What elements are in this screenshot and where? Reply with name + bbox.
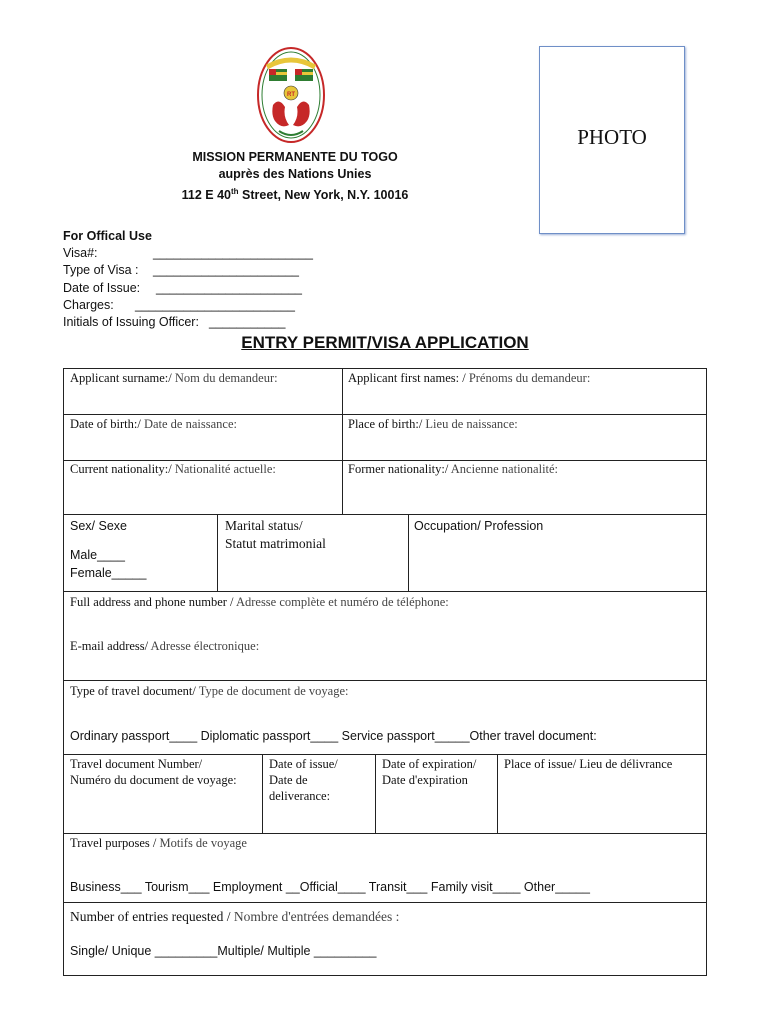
row-divider xyxy=(64,833,706,834)
official-use-block xyxy=(63,228,313,331)
charges-blank[interactable]: _______________________ xyxy=(135,297,295,312)
date-of-birth-field[interactable]: Date of birth:/ Date de naissance: xyxy=(70,417,237,431)
row-divider xyxy=(64,414,706,415)
svg-text:RT: RT xyxy=(287,92,295,98)
column-divider xyxy=(217,514,218,591)
photo-box[interactable] xyxy=(539,46,685,234)
row-divider xyxy=(64,680,706,681)
entries-options[interactable]: Single/ Unique _________Multiple/ Multiple _________ xyxy=(70,944,377,958)
date-of-expiration-label-fr: Date d'expiration xyxy=(382,773,468,787)
official-use-heading: For Offical Use xyxy=(63,229,152,243)
column-divider xyxy=(342,369,343,514)
photo-label: PHOTO xyxy=(577,125,647,149)
visa-application-form xyxy=(63,368,707,976)
official-charges-row: Charges: _______________________ xyxy=(63,297,199,314)
former-nationality-field[interactable]: Former nationality:/ Ancienne nationalité: xyxy=(348,462,559,476)
sex-female-option[interactable]: Female_____ xyxy=(70,566,147,580)
current-nationality-field[interactable]: Current nationality:/ Nationalité actuelle: xyxy=(70,462,276,476)
occupation-field[interactable]: Occupation/ Profession xyxy=(414,519,544,533)
document-number-field[interactable]: Travel document Number/ xyxy=(70,757,203,771)
mission-header xyxy=(130,149,460,204)
first-names-field[interactable]: Applicant first names: / Prénoms du demandeur: xyxy=(348,371,591,385)
initials-blank[interactable]: ___________ xyxy=(209,314,286,329)
marital-status-label[interactable]: Marital status/ xyxy=(225,518,303,533)
travel-document-options[interactable]: Ordinary passport____ Diplomatic passport____ Service passport_____Other travel document: xyxy=(70,729,597,743)
date-of-issue-field[interactable]: Date of issue/ xyxy=(269,757,338,771)
official-visa-number-row: Visa#: _______________________ xyxy=(63,245,199,262)
mission-subtitle: auprès des Nations Unies xyxy=(218,167,372,181)
sex-label: Sex/ Sexe xyxy=(70,519,127,533)
visa-type-blank[interactable]: _____________________ xyxy=(153,263,299,278)
travel-purposes-label: Travel purposes / Motifs de voyage xyxy=(70,836,247,850)
entries-requested-label: Number of entries requested / Nombre d'entrées demandées : xyxy=(70,909,400,924)
column-divider xyxy=(375,754,376,833)
mission-name: MISSION PERMANENTE DU TOGO xyxy=(192,150,398,164)
date-of-issue-label-fr-2: deliverance: xyxy=(269,789,331,803)
date-of-expiration-field[interactable]: Date of expiration/ xyxy=(382,757,477,771)
row-divider xyxy=(64,754,706,755)
date-of-issue-label-fr: Date de xyxy=(269,773,308,787)
row-divider xyxy=(64,591,706,592)
marital-status-label-fr: Statut matrimonial xyxy=(225,536,326,551)
surname-field[interactable]: Applicant surname:/ Nom du demandeur: xyxy=(70,371,278,385)
mission-address: 112 E 40th Street, New York, N.Y. 10016 xyxy=(181,187,409,203)
row-divider xyxy=(64,514,706,515)
place-of-issue-field[interactable]: Place of issue/ Lieu de délivrance xyxy=(504,757,673,771)
sex-male-option[interactable]: Male____ xyxy=(70,548,125,562)
address-phone-field[interactable]: Full address and phone number / Adresse complète et numéro de téléphone: xyxy=(70,595,449,609)
official-visa-type-row: Type of Visa : _____________________ xyxy=(63,262,199,279)
visa-number-blank[interactable]: _______________________ xyxy=(153,246,313,261)
row-divider xyxy=(64,902,706,903)
document-number-label-fr: Numéro du document de voyage: xyxy=(70,773,237,787)
travel-document-type-label: Type of travel document/ Type de document de voyage: xyxy=(70,684,349,698)
official-issue-date-row: Date of Issue: _____________________ xyxy=(63,280,199,297)
email-field[interactable]: E-mail address/ Adresse électronique: xyxy=(70,639,260,653)
form-title: ENTRY PERMIT/VISA APPLICATION xyxy=(241,333,529,352)
column-divider xyxy=(262,754,263,833)
column-divider xyxy=(408,514,409,591)
issue-date-blank[interactable]: _____________________ xyxy=(156,280,302,295)
official-initials-row: Initials of Issuing Officer: ___________ xyxy=(63,314,199,331)
place-of-birth-field[interactable]: Place of birth:/ Lieu de naissance: xyxy=(348,417,518,431)
travel-purpose-options[interactable]: Business___ Tourism___ Employment __Official____ Transit___ Family visit____ Other_____ xyxy=(70,880,590,894)
coat-of-arms-seal xyxy=(255,45,327,145)
column-divider xyxy=(497,754,498,833)
